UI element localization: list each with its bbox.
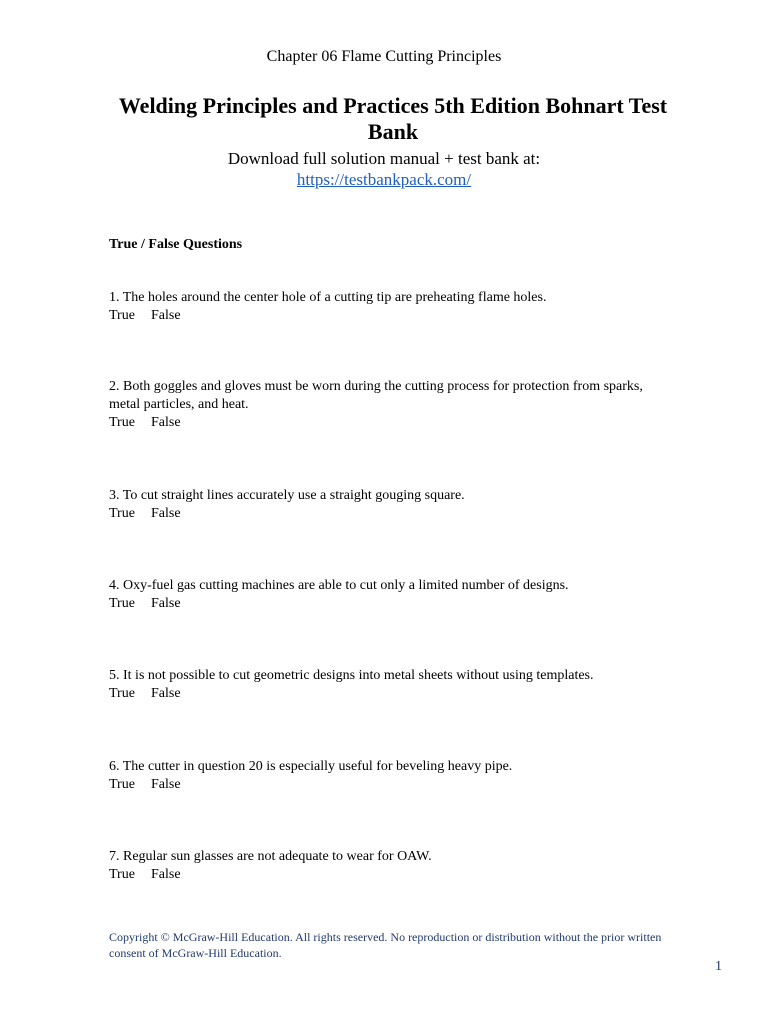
answer-false: False <box>151 506 181 521</box>
answer-options <box>109 685 669 703</box>
answer-options <box>109 595 669 613</box>
question-item <box>109 487 669 523</box>
document-title: Welding Principles and Practices 5th Edition Bohnart Test Bank <box>118 93 668 144</box>
question-text: 3. To cut straight lines accurately use a straight gouging square. <box>109 488 465 503</box>
copyright-notice: Copyright © McGraw-Hill Education. All rights reserved. No reproduction or distribution without the prior written consent of McGraw-Hill Education. <box>109 930 662 960</box>
answer-false: False <box>151 308 181 323</box>
page-number: 1 <box>715 959 722 974</box>
answer-options <box>109 414 669 432</box>
answer-true: True <box>109 506 135 521</box>
question-item <box>109 758 669 794</box>
answer-false: False <box>151 777 181 792</box>
answer-true: True <box>109 308 135 323</box>
question-text: 5. It is not possible to cut geometric designs into metal sheets without using templates. <box>109 668 594 683</box>
question-text: 6. The cutter in question 20 is especially useful for beveling heavy pipe. <box>109 759 513 774</box>
question-text: 1. The holes around the center hole of a cutting tip are preheating flame holes. <box>109 290 547 305</box>
section-heading: True / False Questions <box>109 237 243 252</box>
answer-options <box>109 866 669 884</box>
download-link-row <box>0 169 768 190</box>
answer-true: True <box>109 415 135 430</box>
question-item <box>109 577 669 613</box>
download-notice: Download full solution manual + test bank at: <box>227 149 541 168</box>
download-link[interactable]: https://testbankpack.com/ <box>296 170 472 189</box>
question-item <box>109 378 669 432</box>
question-item <box>109 848 669 884</box>
answer-true: True <box>109 777 135 792</box>
chapter-heading: Chapter 06 Flame Cutting Principles <box>266 48 502 65</box>
answer-false: False <box>151 596 181 611</box>
answer-options <box>109 307 669 325</box>
answer-true: True <box>109 867 135 882</box>
answer-false: False <box>151 415 181 430</box>
answer-true: True <box>109 686 135 701</box>
answer-options <box>109 776 669 794</box>
answer-false: False <box>151 686 181 701</box>
question-text: 4. Oxy-fuel gas cutting machines are able to cut only a limited number of designs. <box>109 578 569 593</box>
question-item <box>109 667 669 703</box>
question-text: 7. Regular sun glasses are not adequate to wear for OAW. <box>109 849 432 864</box>
question-text: 2. Both goggles and gloves must be worn during the cutting process for protection from sparks, metal particles, and heat. <box>109 379 643 412</box>
answer-false: False <box>151 867 181 882</box>
question-item <box>109 289 669 325</box>
answer-options <box>109 505 669 523</box>
answer-true: True <box>109 596 135 611</box>
